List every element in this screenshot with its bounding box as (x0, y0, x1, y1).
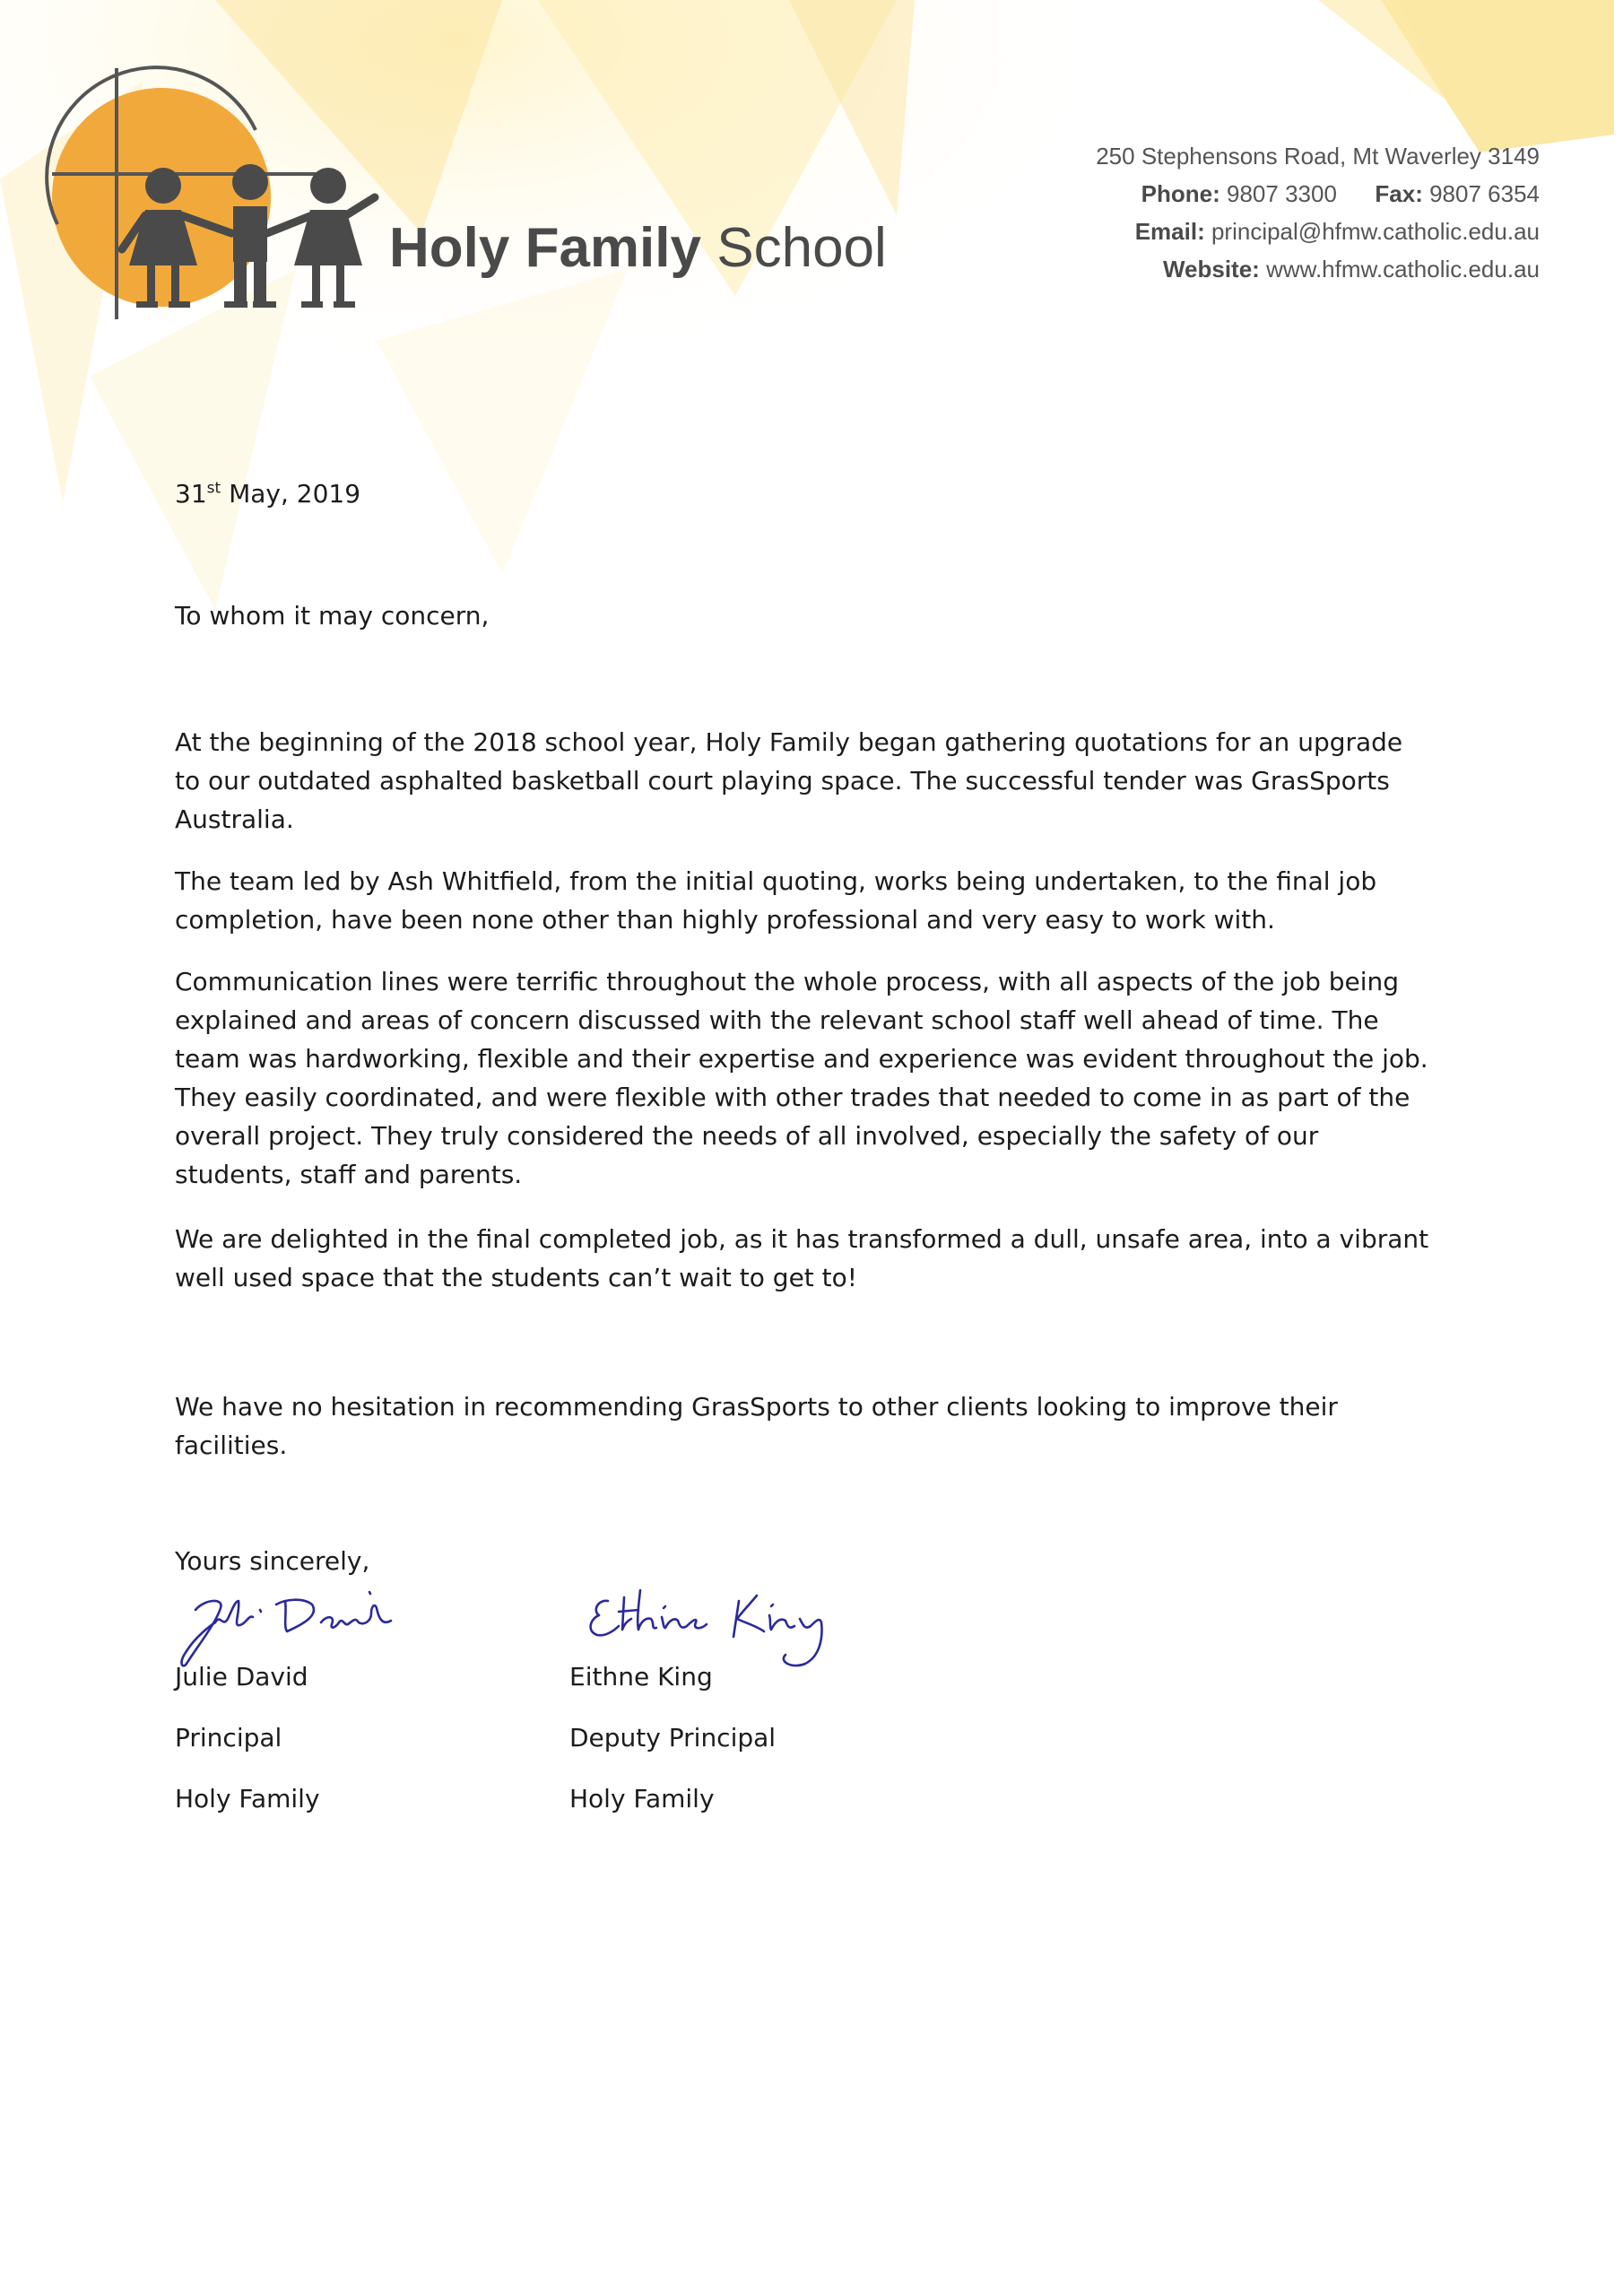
paragraph: Communication lines were terrific throughout the whole process, with all aspects of the job being explained and areas of concern discussed with the relevant school staff well ahead of time. The team was hardworking, flexible and their expertise and experience was evident throughout the job. They easily coordinated, and were flexible with other trades that needed to come in as part of the overall project. They truly considered the needs of all involved, especially the safety of our students, staff and parents. (175, 967, 1428, 1189)
salutation: To whom it may concern, (175, 601, 490, 631)
paragraph: We are delighted in the final completed job, as it has transformed a dull, unsafe area, into a vibrant well used space that the students can’t wait to get to! (175, 1224, 1429, 1292)
holy-family-logo-icon (45, 63, 386, 323)
date-rest: May, 2019 (221, 479, 361, 509)
signatory-deputy-principal (569, 1661, 892, 1844)
signatory-name: Julie David (175, 1662, 308, 1692)
signatory-name: Eithne King (569, 1662, 713, 1692)
closing: Yours sincerely, (175, 1546, 370, 1576)
contact-block (1096, 137, 1540, 288)
email-line (1096, 213, 1540, 250)
website-value: www.hfmw.catholic.edu.au (1266, 256, 1540, 283)
phone-label: Phone: (1141, 180, 1220, 207)
address-line: 250 Stephensons Road, Mt Waverley 3149 (1096, 143, 1540, 170)
signatory-org: Holy Family (175, 1784, 320, 1813)
school-name-light: School (716, 217, 887, 279)
date-day: 31 (175, 479, 207, 509)
signatory-title: Deputy Principal (569, 1723, 777, 1752)
letter-date (175, 479, 360, 509)
phone-value: 9807 3300 (1227, 180, 1337, 207)
signatory-org: Holy Family (569, 1784, 715, 1813)
website-line (1096, 250, 1540, 288)
handwritten-signature-icon (169, 1581, 411, 1671)
date-suffix: st (206, 479, 221, 498)
signatory-principal (175, 1661, 498, 1844)
paragraph: We have no hesitation in recommending GrasSports to other clients looking to improve their facilities. (175, 1392, 1338, 1460)
paragraph: The team led by Ash Whitfield, from the initial quoting, works being undertaken, to the final job completion, have been none other than highly professional and very easy to work with. (175, 866, 1377, 935)
paragraph: At the beginning of the 2018 school year, Holy Family began gathering quotations for an upgrade to our outdated asphalted basketball court playing space. The successful tender was GrasSports Australia. (175, 727, 1403, 834)
email-value: principal@hfmw.catholic.edu.au (1211, 218, 1540, 245)
phone-fax-line (1096, 175, 1540, 213)
school-name (389, 217, 887, 279)
website-label: Website: (1162, 256, 1260, 283)
fax-value: 9807 6354 (1429, 180, 1540, 207)
school-name-bold: Holy Family (389, 217, 701, 279)
signatory-title: Principal (175, 1723, 282, 1752)
email-label: Email: (1134, 218, 1205, 245)
fax-label: Fax: (1375, 180, 1423, 207)
